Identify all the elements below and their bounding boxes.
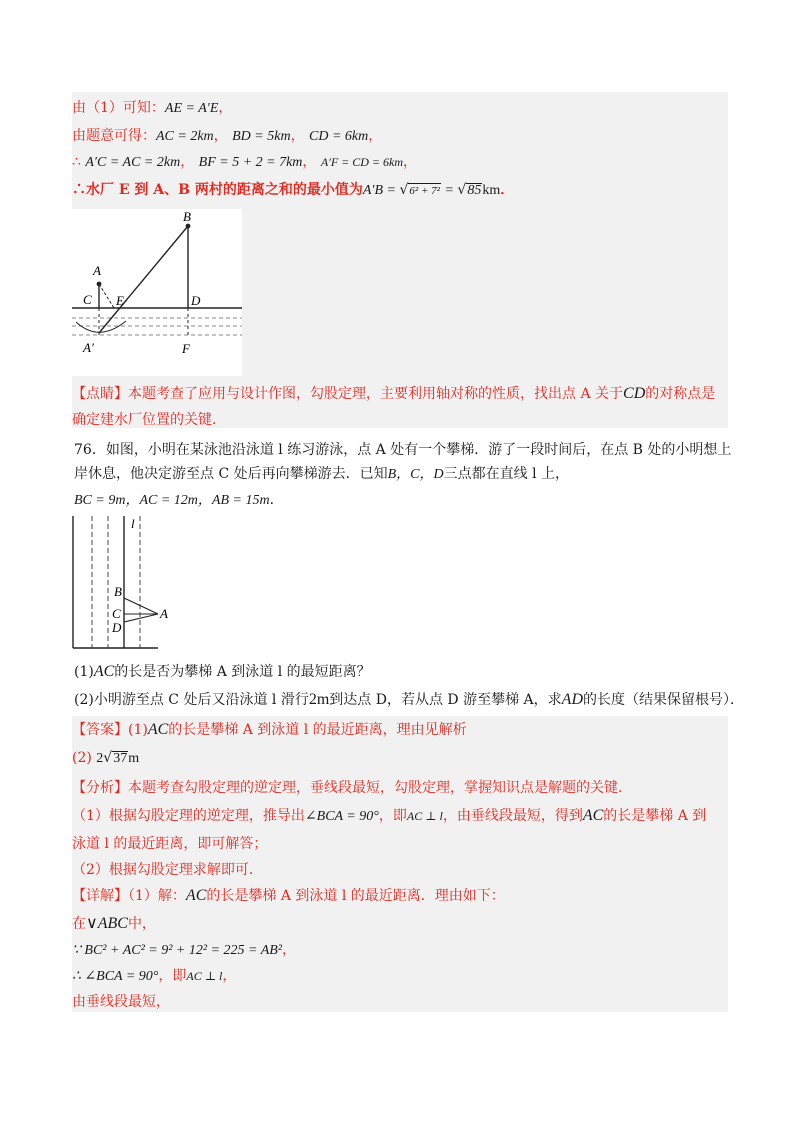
detail-line-2: 在∨ABC中， bbox=[72, 915, 156, 932]
problem-line-2: 岸休息，他决定游至点 C 处后再向攀梯游去．已知B，C，D三点都在直线 l 上， bbox=[74, 466, 570, 482]
detail-line-1: 【详解】（1）解：AC的长是攀梯 A 到泳道 l 的最近距离．理由如下： bbox=[72, 887, 505, 904]
label-l: l bbox=[131, 516, 135, 531]
label-b: B bbox=[183, 209, 191, 224]
detail-line-3: ∵ BC² + AC² = 9² + 12² = 225 = AB²， bbox=[72, 942, 297, 958]
label-d: D bbox=[191, 293, 201, 308]
analysis-line-1b: 泳道 l 的最近距离，即可解答； bbox=[72, 836, 268, 852]
analysis-line: 【分析】本题考查勾股定理的逆定理，垂线段最短，勾股定理，掌握知识点是解题的关键． bbox=[72, 780, 632, 796]
label-a-2: A bbox=[160, 606, 168, 621]
analysis-line-1: （1）根据勾股定理的逆定理，推导出∠BCA = 90°，即AC ⊥ l，由垂线段最短，得到AC的长是攀梯 A 到 bbox=[72, 807, 707, 824]
problem-line-3: BC = 9m，AC = 12m，AB = 15m． bbox=[74, 492, 284, 508]
label-f: F bbox=[182, 341, 190, 356]
label-e: E bbox=[116, 293, 124, 308]
figure-reflection-svg bbox=[72, 209, 242, 376]
detail-line-4: ∴ ∠BCA = 90°，即AC ⊥ l， bbox=[72, 968, 237, 984]
figure-pool-diagram bbox=[72, 514, 172, 650]
answer-line-2: (2) 2√37m bbox=[72, 750, 140, 766]
comment-line-1: 【点睛】本题考查了应用与设计作图，勾股定理，主要利用轴对称的性质，找出点 A 关于CD的对称点是 bbox=[72, 385, 716, 402]
question-2: (2)小明游至点 C 处后又沿泳道 l 滑行2m到达点 D，若从点 D 游至攀梯 A，求AD的长度（结果保留根号）． bbox=[74, 691, 744, 708]
answer-line-1: 【答案】(1)AC的长是攀梯 A 到泳道 l 的最近距离，理由见解析 bbox=[72, 721, 467, 738]
solution-line-4: ∴水厂 E 到 A、B 两村的距离之和的最小值为A′B = √6² + 7² = √85km． bbox=[72, 182, 515, 198]
label-c-2: C bbox=[112, 606, 121, 621]
solution-line-3: ∴ A′C = AC = 2km， BF = 5 + 2 = 7km， A′F = CD = 6km， bbox=[72, 154, 418, 170]
label-a: A bbox=[93, 263, 101, 278]
label-d-2: D bbox=[112, 620, 122, 635]
detail-line-5: 由垂线段最短， bbox=[72, 994, 170, 1010]
solution-line-1: 由（1）可知：AE = A′E， bbox=[72, 100, 233, 116]
problem-line-1: 76．如图，小明在某泳池沿泳道 l 练习游泳，点 A 处有一个攀梯．游了一段时间后，在点 B 处的小明想上 bbox=[74, 442, 732, 458]
answer-block bbox=[72, 716, 728, 1012]
comment-line-2: 确定建水厂位置的关键． bbox=[72, 412, 226, 428]
figure-pool-svg bbox=[72, 514, 172, 650]
problem-number: 76． bbox=[74, 442, 106, 458]
figure-reflection-diagram bbox=[72, 209, 242, 376]
question-1: (1)AC的长是否为攀梯 A 到泳道 l 的最短距离？ bbox=[74, 663, 371, 680]
solution-block-top bbox=[72, 92, 728, 428]
solution-line-2: 由题意可得：AC = 2km， BD = 5km， CD = 6km， bbox=[72, 128, 383, 144]
label-a-prime: A′ bbox=[83, 340, 94, 355]
label-b-2: B bbox=[114, 584, 122, 599]
label-c: C bbox=[83, 292, 92, 307]
analysis-line-2: （2）根据勾股定理求解即可． bbox=[72, 862, 263, 878]
